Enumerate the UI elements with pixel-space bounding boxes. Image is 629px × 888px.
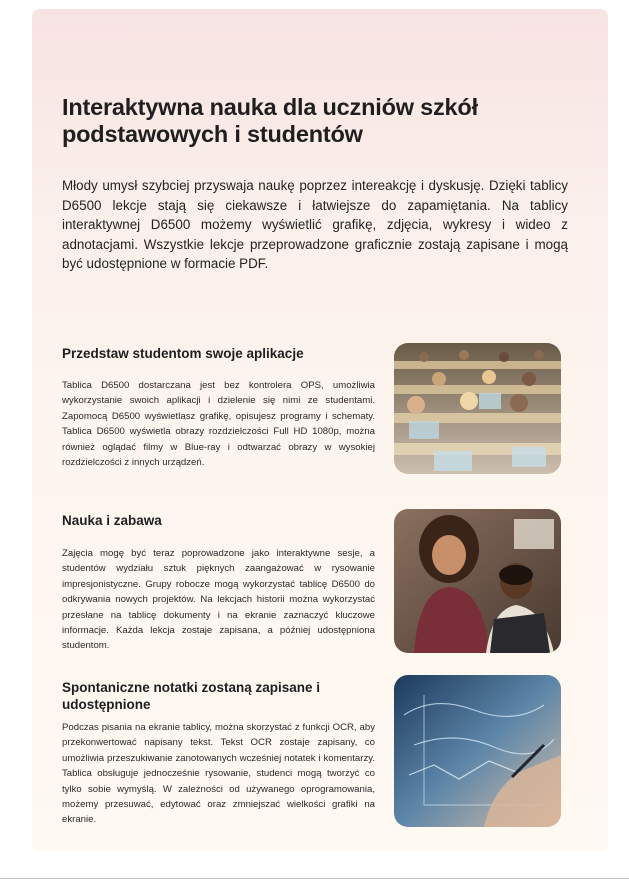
students-laptop-photo: [394, 509, 561, 653]
glass-board-writing-photo: [394, 675, 561, 827]
section-body-fun-learning: Zajęcia mogę być teraz poprowadzone jako interaktywne sesje, a studentów wydziału sztuk pięknych zaangażować w rysowanie impresjonistyczne. Grupy robocze mogą wykorzystać tablicę D6500 do odkrywania nowych projektów. Na lekcjach historii można wykorzystać przesłane na tablicę dokumenty i na ekranie zaznaczyć kluczowe informacje. Każda lekcja zostaje zapisana, a później udostępniona studentom.: [62, 548, 375, 652]
page-bottom-rule: [0, 878, 629, 879]
section-heading-notes: Spontaniczne notatki zostaną zapisane i udostępnione: [62, 680, 321, 712]
section-body-applications: Tablica D6500 dostarczana jest bez kontrolera OPS, umożliwia wykorzystanie swoich aplikacji i dzielenie się nimi ze studentami. Zapomocą D6500 wyświetlasz grafikę, opisujesz programy i schematy. Tablica D6500 wyświetla obrazy rozdzielczości Full HD 1080p, można również oglądać filmy w Blue-ray i odtwarzać obrazy w wysokiej rozdzielczości z innych urządzeń.: [62, 380, 375, 469]
lecture-hall-photo: [394, 343, 561, 474]
section-body-notes: Podczas pisania na ekranie tablicy, można skorzystać z funkcji OCR, aby przekonwertować napisany tekst. Tekst OCR zostaje zapisany, co umożliwia przeszukiwanie zanotowanych wcześniej notatek i komentarzy. Tablica obsługuje jednocześnie rysowanie, studenci mogą tworzyć co tylko sobie wymyślą. W zależności od używanego oprogramowania, możemy przesuwać, edytować oraz zmniejszać wielkości grafiki na ekranie.: [62, 722, 375, 826]
page-title: Interaktywna nauka dla uczniów szkół podstawowych i studentów: [62, 94, 478, 147]
section-heading-applications: Przedstaw studentom swoje aplikacje: [62, 346, 304, 361]
intro-paragraph: Młody umysł szybciej przyswaja naukę poprzez intereakcję i dyskusję. Dzięki tablicy D6500 lekcje stają się ciekawsze i łatwiejsze do zapamiętania. Na tablicy interaktywnej D6500 możemy wyświetlić grafikę, zdjęcia, wykresy i wideo z adnotacjami. Wszystkie lekcje przeprowadzone graficznie zostają zapisane i mogą być udostępnione w formacie PDF.: [62, 178, 568, 271]
section-heading-fun-learning: Nauka i zabawa: [62, 513, 162, 528]
